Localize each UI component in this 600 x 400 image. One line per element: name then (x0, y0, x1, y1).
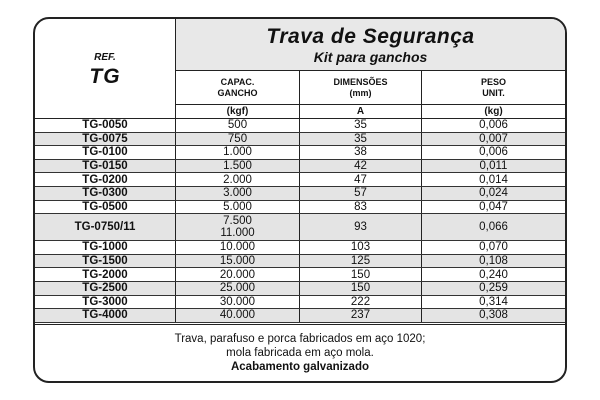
title-block (176, 19, 565, 71)
column-header-capacity-line1: CAPAC. (220, 76, 255, 87)
cell-capacity-value: 40.000 (219, 309, 256, 322)
cell-capacity (176, 282, 300, 295)
table-row (35, 241, 565, 255)
cell-weight: 0,047 (479, 200, 508, 213)
cell-dimension: 237 (300, 309, 422, 322)
column-header-dimensions-line2: (mm) (349, 87, 372, 98)
cell-capacity-value: 15.000 (219, 255, 256, 268)
table-row (35, 160, 565, 174)
cell-capacity-value: 3.000 (223, 187, 252, 200)
table-row (35, 268, 565, 282)
table-row (35, 255, 565, 269)
cell-ref: TG-1500 (35, 255, 176, 268)
cell-ref: TG-4000 (35, 309, 176, 322)
footer-line-3: Acabamento galvanizado (230, 361, 370, 373)
cell-dimension: 57 (300, 187, 422, 200)
cell-ref: TG-0750/11 (35, 214, 176, 240)
table-row (35, 201, 565, 215)
table-body (35, 119, 565, 323)
cell-weight: 0,011 (479, 160, 508, 173)
cell-capacity (176, 119, 300, 132)
cell-dimension: 47 (300, 173, 422, 186)
cell-weight: 0,259 (479, 282, 508, 295)
cell-ref: TG-0300 (35, 187, 176, 200)
cell-weight: 0,308 (479, 309, 508, 322)
ref-label: REF. (94, 52, 116, 63)
cell-capacity (176, 146, 300, 159)
cell-capacity-value: 25.000 (219, 282, 256, 295)
cell-weight: 0,006 (479, 146, 508, 159)
cell-ref: TG-0100 (35, 146, 176, 159)
cell-weight: 0,007 (479, 132, 508, 145)
table-row (35, 173, 565, 187)
unit-capacity: (kgf) (176, 105, 300, 119)
cell-ref: TG-0075 (35, 133, 176, 146)
column-header-dimensions-line1: DIMENSÕES (333, 76, 388, 87)
unit-dimensions: A (300, 105, 422, 119)
cell-capacity-value: 1.000 (223, 146, 252, 159)
cell-capacity-value: 20.000 (219, 268, 256, 281)
cell-capacity (176, 296, 300, 309)
ref-header-cell (35, 19, 176, 119)
table-row (35, 214, 565, 241)
cell-ref: TG-3000 (35, 296, 176, 309)
column-header-weight-line1: PESO (480, 76, 506, 87)
cell-ref: TG-1000 (35, 241, 176, 254)
cell-weight: 0,024 (479, 187, 508, 200)
cell-dimension: 103 (300, 241, 422, 254)
column-header-capacity-line2: GANCHO (217, 87, 258, 98)
cell-capacity (176, 255, 300, 268)
cell-capacity-value: 1.500 (223, 160, 252, 173)
table-row (35, 282, 565, 296)
table-row (35, 309, 565, 323)
spec-table-card (33, 17, 567, 383)
cell-dimension: 42 (300, 160, 422, 173)
cell-capacity-value: 30.000 (219, 295, 256, 308)
table-row (35, 133, 565, 147)
cell-ref: TG-0200 (35, 173, 176, 186)
cell-capacity-value: 5.000 (223, 200, 252, 213)
cell-capacity (176, 241, 300, 254)
cell-weight: 0,314 (479, 295, 508, 308)
cell-capacity-value: 500 (227, 119, 248, 132)
cell-capacity-value: 750 (227, 132, 248, 145)
column-header-weight (422, 71, 565, 105)
cell-capacity-value: 10.000 (219, 241, 256, 254)
cell-dimension: 125 (300, 255, 422, 268)
table-row (35, 187, 565, 201)
cell-weight: 0,070 (479, 241, 508, 254)
cell-capacity (176, 268, 300, 281)
column-header-dimensions (300, 71, 422, 105)
cell-dimension: 222 (300, 296, 422, 309)
cell-dimension: 38 (300, 146, 422, 159)
cell-dimension: 150 (300, 268, 422, 281)
cell-ref: TG-2000 (35, 268, 176, 281)
cell-capacity (176, 201, 300, 214)
ref-code: TG (89, 65, 121, 88)
cell-weight: 0,006 (479, 119, 508, 132)
footer-line-2: mola fabricada em aço mola. (226, 347, 374, 359)
cell-dimension: 35 (300, 119, 422, 132)
table-row (35, 146, 565, 160)
unit-weight: (kg) (422, 105, 565, 119)
cell-capacity (176, 187, 300, 200)
table-row (35, 119, 565, 133)
cell-capacity (176, 173, 300, 186)
cell-ref: TG-0500 (35, 201, 176, 214)
cell-dimension: 35 (300, 133, 422, 146)
cell-dimension: 150 (300, 282, 422, 295)
table-title: Trava de Segurança (266, 25, 475, 48)
footer-line-1: Trava, parafuso e porca fabricados em aço 1020; (174, 333, 426, 345)
cell-capacity-value: 7.500 (223, 215, 252, 228)
table-header (35, 19, 565, 119)
table-row (35, 296, 565, 310)
cell-ref: TG-0150 (35, 160, 176, 173)
cell-capacity-value: 11.000 (220, 227, 255, 240)
column-header-weight-line2: UNIT. (482, 87, 505, 98)
cell-weight: 0,066 (479, 221, 508, 234)
cell-dimension: 83 (300, 201, 422, 214)
cell-ref: TG-2500 (35, 282, 176, 295)
cell-weight: 0,240 (479, 268, 508, 281)
cell-capacity (176, 309, 300, 322)
cell-capacity-value: 2.000 (223, 173, 252, 186)
cell-capacity (176, 133, 300, 146)
table-subtitle: Kit para ganchos (313, 49, 428, 65)
cell-weight: 0,014 (479, 173, 508, 186)
cell-ref: TG-0050 (35, 119, 176, 132)
cell-dimension: 93 (300, 214, 422, 240)
cell-weight: 0,108 (479, 255, 508, 268)
table-footer-note (35, 324, 565, 381)
column-header-capacity (176, 71, 300, 105)
cell-capacity (176, 160, 300, 173)
cell-capacity (176, 214, 300, 240)
